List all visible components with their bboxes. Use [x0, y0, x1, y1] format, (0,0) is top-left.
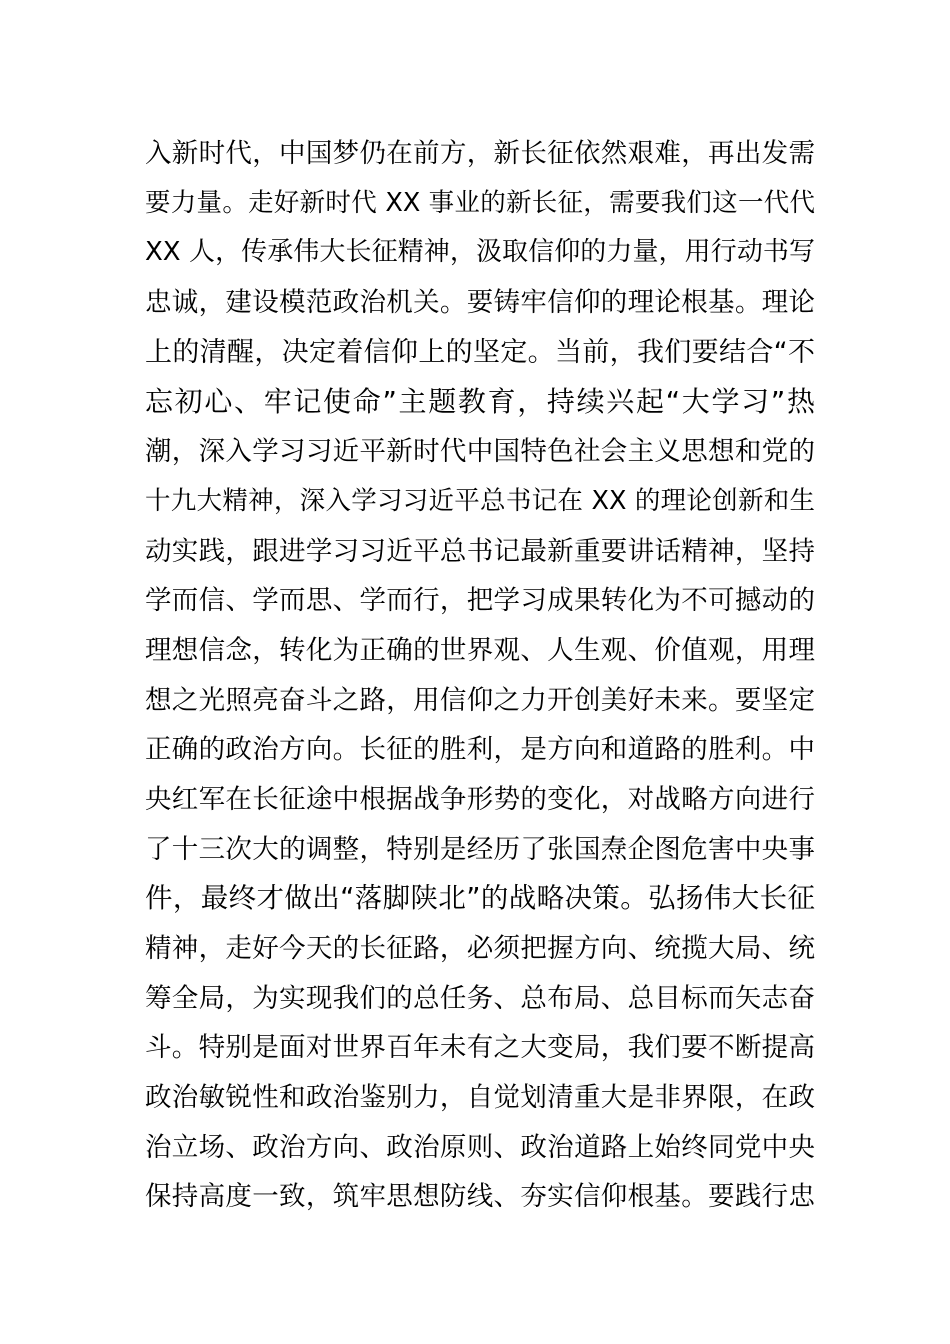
text-line: 理想信念，转化为正确的世界观、人生观、价值观，用理 — [145, 634, 815, 666]
text-line: 入新时代，中国梦仍在前方，新长征依然艰难，再出发需 — [145, 138, 815, 169]
text-line: 央红军在长征途中根据战争形势的变化，对战略方向进行 — [145, 783, 815, 815]
text-line: 动实践，跟进学习习近平总书记最新重要讲话精神，坚持 — [145, 535, 815, 567]
text-line: 忠诚，建设模范政治机关。要铸牢信仰的理论根基。理论 — [145, 287, 815, 319]
text-line: 保持高度一致，筑牢思想防线、夯实信仰根基。要践行忠 — [145, 1181, 815, 1213]
text-line: 学而信、学而思、学而行，把学习成果转化为不可撼动的 — [145, 585, 815, 617]
text-line: 要力量。走好新时代 XX 事业的新长征，需要我们这一代代 — [145, 187, 815, 218]
text-line: XX 人，传承伟大长征精神，汲取信仰的力量，用行动书写 — [145, 237, 815, 268]
text-line: 潮，深入学习习近平新时代中国特色社会主义思想和党的 — [145, 436, 815, 468]
text-line: 精神，走好今天的长征路，必须把握方向、统揽大局、统 — [145, 933, 815, 964]
text-line: 筹全局，为实现我们的总任务、总布局、总目标而矢志奋 — [145, 982, 815, 1014]
text-line: 正确的政治方向。长征的胜利，是方向和道路的胜利。中 — [145, 734, 815, 766]
text-line: 件，最终才做出“落脚陕北”的战略决策。弘扬伟大长征 — [145, 882, 815, 915]
text-line: 政治敏锐性和政治鉴别力，自觉划清重大是非界限，在政 — [145, 1082, 815, 1114]
text-line: 治立场、政治方向、政治原则、政治道路上始终同党中央 — [145, 1131, 815, 1163]
text-line: 斗。特别是面对世界百年未有之大变局，我们要不断提高 — [145, 1032, 815, 1064]
body-paragraph — [145, 129, 815, 1222]
text-line: 了十三次大的调整，特别是经历了张国焘企图危害中央事 — [145, 833, 815, 865]
text-line: 上的清醒，决定着信仰上的坚定。当前，我们要结合“不 — [145, 336, 815, 368]
text-line: 想之光照亮奋斗之路，用信仰之力开创美好未来。要坚定 — [145, 684, 815, 716]
text-line: 十九大精神，深入学习习近平总书记在 XX 的理论创新和生 — [145, 485, 815, 516]
text-line: 忘初心、牢记使命”主题教育，持续兴起“大学习”热 — [145, 385, 815, 419]
